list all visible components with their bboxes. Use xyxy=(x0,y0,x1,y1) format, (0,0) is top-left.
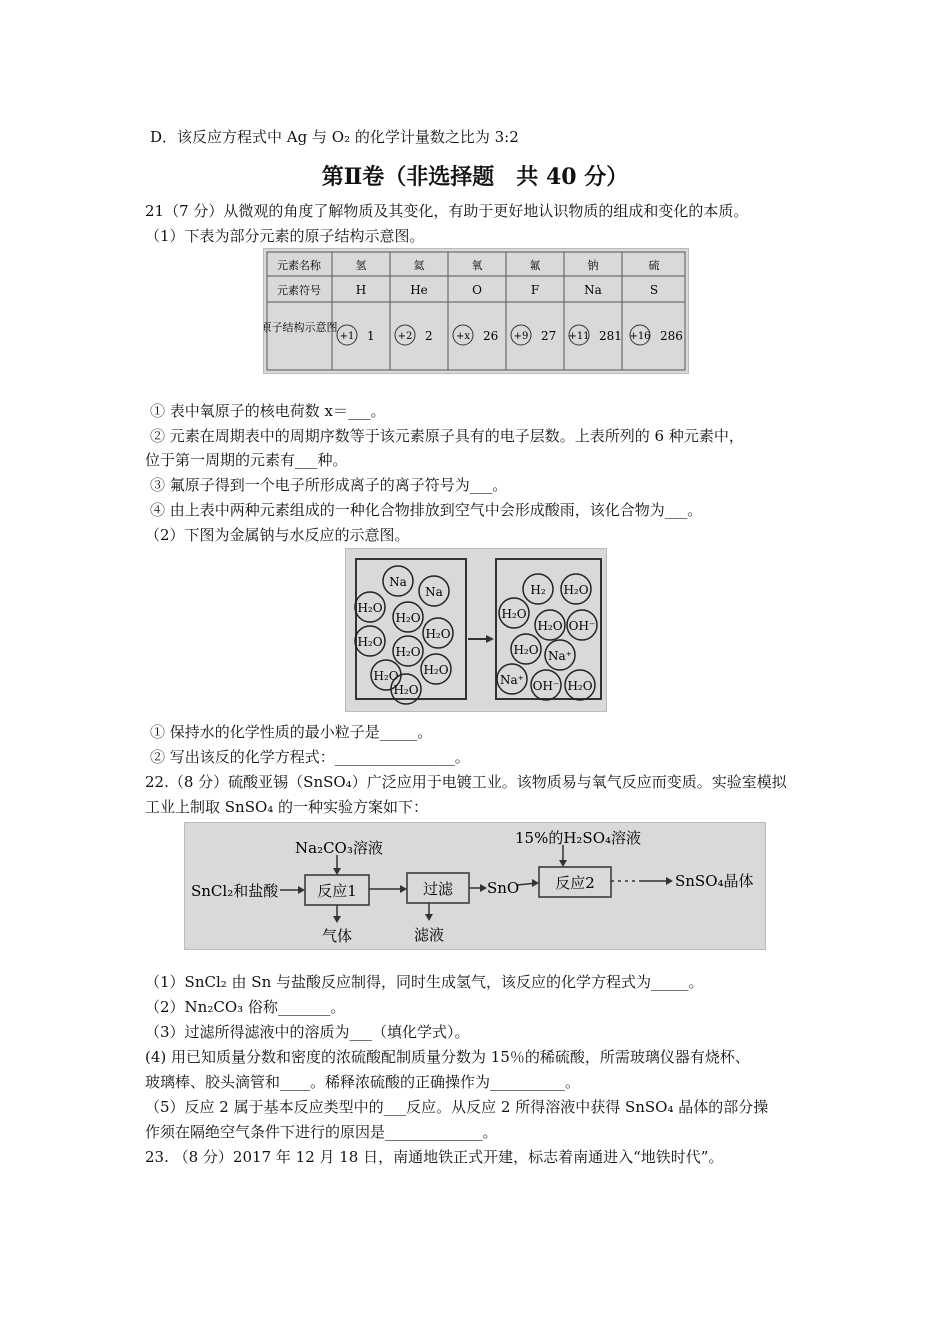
flow-chart xyxy=(185,823,765,949)
particle-label: OH⁻ xyxy=(532,679,560,693)
element-symbol-cell: F xyxy=(530,283,540,297)
nucleus-charge: +x xyxy=(455,331,471,342)
section-title: 第Ⅱ卷（非选择题 共 40 分） xyxy=(321,164,629,190)
particle-label: H₂O xyxy=(373,669,399,683)
nucleus-charge: +2 xyxy=(397,331,413,342)
electron-shells: 26 xyxy=(483,329,499,343)
particle-label: Na xyxy=(425,585,443,599)
q21-2-a: ① 保持水的化学性质的最小粒子是_____。 xyxy=(150,723,433,741)
q21-1-b: ② 元素在周期表中的周期序数等于该元素原子具有的电子层数。上表所列的 6 种元素中， xyxy=(150,427,744,445)
element-symbol-cell: O xyxy=(472,283,482,297)
particle-label: Na⁺ xyxy=(500,673,524,687)
q22-4: (4) 用已知质量分数和密度的浓硫酸配制质量分数为 15％的稀硫酸，所需玻璃仪器有烧杯、 xyxy=(145,1048,750,1066)
q22-5: （5）反应 2 属于基本反应类型中的___反应。从反应 2 所得溶液中获得 SnSO₄ 晶体的部分操 xyxy=(145,1098,769,1116)
q21-1-d: ④ 由上表中两种元素组成的一种化合物排放到空气中会形成酸雨，该化合物为___。 xyxy=(150,501,703,519)
q21-1-c: ③ 氟原子得到一个电子所形成离子的离子符号为___。 xyxy=(150,476,508,494)
particle-label: OH⁻ xyxy=(568,619,596,633)
particle-label: H₂O xyxy=(501,607,527,621)
flow-gas: 气体 xyxy=(321,927,353,945)
electron-shells: 27 xyxy=(541,329,557,343)
electron-shells: 2 xyxy=(425,329,433,343)
element-name-cell: 氢 xyxy=(355,259,367,272)
q22-stem-cont: 工业上制取 SnSO₄ 的一种实验方案如下： xyxy=(145,798,429,816)
electron-shells: 281 xyxy=(599,329,622,343)
row-header-name: 元素名称 xyxy=(277,259,321,272)
q22-stem: 22.（8 分）硫酸亚锡（SnSO₄）广泛应用于电镀工业。该物质易与氧气反应而变质。实验室模拟 xyxy=(145,773,787,791)
flow-product: SnSO₄晶体 xyxy=(675,872,754,890)
sodium-water-diagram xyxy=(346,549,606,711)
flow-filter: 过滤 xyxy=(422,880,454,898)
particle-label: H₂O xyxy=(395,611,421,625)
particle-label: H₂O xyxy=(537,619,563,633)
electron-shells: 1 xyxy=(367,329,375,343)
particle-label: Na⁺ xyxy=(548,649,572,663)
element-symbol-cell: S xyxy=(649,283,659,297)
flow-filtrate: 滤液 xyxy=(413,926,445,944)
q21-1-b-cont: 位于第一周期的元素有___种。 xyxy=(145,451,348,469)
particle-label: H₂O xyxy=(357,601,383,615)
particle-label: H₂O xyxy=(567,679,593,693)
q22-3: （3）过滤所得滤液中的溶质为___（填化学式）。 xyxy=(145,1023,470,1041)
element-name-cell: 氦 xyxy=(413,259,425,272)
element-name-cell: 氧 xyxy=(471,259,483,272)
q21-part2: （2）下图为金属钠与水反应的示意图。 xyxy=(145,526,410,544)
row-header-symbol: 元素符号 xyxy=(277,284,321,297)
particle-label: H₂O xyxy=(393,683,419,697)
q22-1: （1）SnCl₂ 由 Sn 与盐酸反应制得，同时生成氢气，该反应的化学方程式为_____。 xyxy=(145,973,704,991)
element-symbol-cell: He xyxy=(410,283,428,297)
element-name-cell: 氟 xyxy=(529,259,541,272)
q22-2: （2）Nn₂CO₃ 俗称_______。 xyxy=(145,998,346,1016)
nucleus-charge: +11 xyxy=(568,331,590,342)
nucleus-charge: +16 xyxy=(629,331,651,342)
q21-stem: 21（7 分）从微观的角度了解物质及其变化，有助于更好地认识物质的组成和变化的本质。 xyxy=(145,202,749,220)
flow-sno: SnO xyxy=(487,879,520,897)
sodium-water-figure xyxy=(345,548,607,712)
nucleus-charge: +9 xyxy=(513,331,529,342)
nucleus-charge: +1 xyxy=(339,331,355,342)
particle-label: Na xyxy=(389,575,407,589)
q21-part1: （1）下表为部分元素的原子结构示意图。 xyxy=(145,227,425,245)
flow-chart-figure xyxy=(184,822,766,950)
element-name-cell: 硫 xyxy=(648,259,660,272)
q21-2-b: ② 写出该反的化学方程式：________________。 xyxy=(150,748,470,766)
q21-1-a: ① 表中氧原子的核电荷数 x＝___。 xyxy=(150,402,386,420)
q23-stem: 23. （8 分）2017 年 12 月 18 日，南通地铁正式开建，标志着南通进入“地铁时代”。 xyxy=(145,1148,724,1166)
flow-reaction2: 反应2 xyxy=(555,874,595,892)
electron-shells: 286 xyxy=(660,329,683,343)
element-table-figure xyxy=(263,248,689,374)
flow-reagent2: 15%的H₂SO₄溶液 xyxy=(515,829,642,847)
q22-5-cont: 作须在隔绝空气条件下进行的原因是_____________。 xyxy=(145,1123,498,1141)
element-symbol-cell: H xyxy=(355,283,367,297)
particle-label: H₂ xyxy=(530,583,546,597)
particle-label: H₂O xyxy=(395,645,421,659)
option-d: D．该反应方程式中 Ag 与 O₂ 的化学计量数之比为 3:2 xyxy=(150,128,519,146)
q22-4-cont: 玻璃棒、胶头滴管和____。稀释浓硫酸的正确操作为__________。 xyxy=(145,1073,581,1091)
particle-label: H₂O xyxy=(513,643,539,657)
flow-reagent1: Na₂CO₃溶液 xyxy=(295,839,383,857)
row-header-structure: 原子结构示意图 xyxy=(264,321,338,334)
particle-label: H₂O xyxy=(425,627,451,641)
flow-input: SnCl₂和盐酸 xyxy=(191,882,279,900)
element-symbol-cell: Na xyxy=(584,283,602,297)
flow-reaction1: 反应1 xyxy=(317,882,357,900)
particle-label: H₂O xyxy=(563,583,589,597)
particle-label: H₂O xyxy=(423,663,449,677)
particle-label: H₂O xyxy=(357,635,383,649)
element-table xyxy=(264,249,688,373)
element-name-cell: 钠 xyxy=(587,259,599,272)
